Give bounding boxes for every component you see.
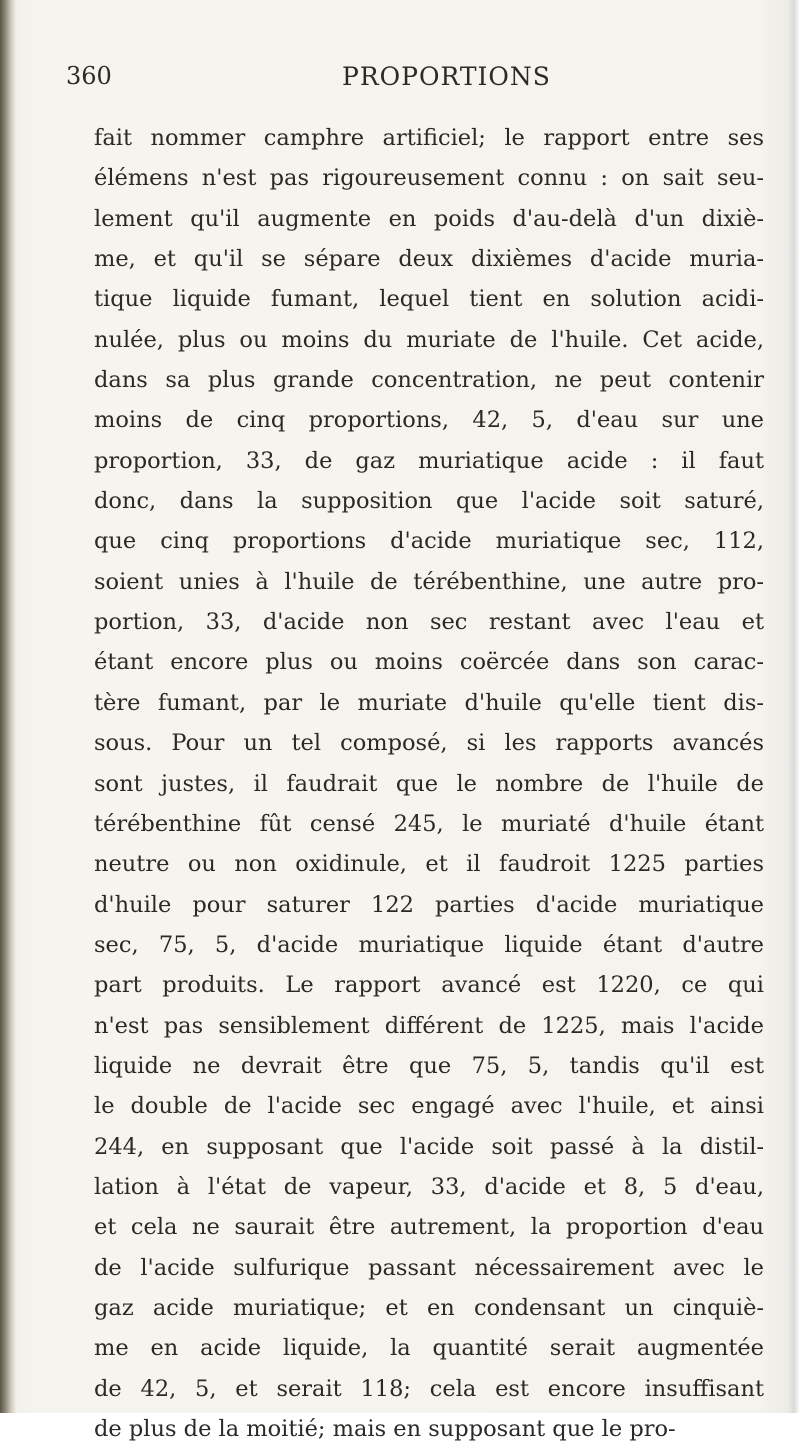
text-line: soient unies à l'huile de térébenthine, une autre pro-: [94, 568, 764, 595]
text-line: gaz acide muriatique; et en condensant un cinquiè-: [94, 1294, 764, 1321]
text-line: fait nommer camphre artificiel; le rapport entre ses: [94, 125, 764, 151]
text-line: neutre ou non oxidinule, et il faudroit 1225 parties: [94, 851, 764, 878]
text-line: sont justes, il faudrait que le nombre de l'huile de: [94, 770, 764, 797]
text-line: tique liquide fumant, lequel tient en solution acidi-: [94, 286, 764, 313]
text-line: liquide ne devrait être que 75, 5, tandis qu'il est: [94, 1052, 764, 1079]
text-line: de l'acide sulfurique passant nécessairement avec le: [94, 1254, 764, 1281]
text-line: portion, 33, d'acide non sec restant avec l'eau et: [94, 609, 764, 636]
text-line: donc, dans la supposition que l'acide soit saturé,: [94, 488, 764, 515]
text-line: élémens n'est pas rigoureusement connu : on sait seu-: [94, 165, 764, 192]
text-line: sec, 75, 5, d'acide muriatique liquide étant d'autre: [94, 931, 764, 958]
text-line: et cela ne saurait être autrement, la proportion d'eau: [94, 1214, 764, 1241]
text-line: étant encore plus ou moins coërcée dans son carac-: [94, 649, 764, 676]
text-line: sous. Pour un tel composé, si les rapports avancés: [94, 730, 764, 757]
text-line: de plus de la moitié; mais en supposant que le pro-: [94, 1416, 676, 1442]
text-line: me en acide liquide, la quantité serait augmentée: [94, 1335, 764, 1362]
text-line: tère fumant, par le muriate d'huile qu'elle tient dis-: [94, 689, 764, 716]
text-line: térébenthine fût censé 245, le muriaté d'huile étant: [94, 810, 764, 837]
text-line: nulée, plus ou moins du muriate de l'huile. Cet acide,: [94, 326, 764, 353]
page-edge: [788, 0, 800, 1413]
text-line: de 42, 5, et serait 118; cela est encore insuffisant: [94, 1375, 764, 1402]
text-line: moins de cinq proportions, 42, 5, d'eau sur une: [94, 407, 764, 434]
text-line: part produits. Le rapport avancé est 1220, ce qui: [94, 972, 764, 999]
body-text: [94, 118, 764, 1449]
page-number: 360: [66, 62, 112, 90]
text-line: lation à l'état de vapeur, 33, d'acide et 8, 5 d'eau,: [94, 1173, 764, 1200]
book-spine-shadow: [0, 0, 16, 1413]
text-line: proportion, 33, de gaz muriatique acide : il faut: [94, 447, 764, 474]
text-line: d'huile pour saturer 122 parties d'acide muriatique: [94, 891, 764, 918]
text-line: dans sa plus grande concentration, ne peut contenir: [94, 367, 764, 394]
text-line: lement qu'il augmente en poids d'au-delà d'un dixiè-: [94, 205, 764, 232]
page-header: [0, 62, 800, 102]
text-line: le double de l'acide sec engagé avec l'huile, et ainsi: [94, 1093, 764, 1120]
running-title: PROPORTIONS: [342, 62, 551, 91]
text-line: me, et qu'il se sépare deux dixièmes d'acide muria-: [94, 246, 764, 273]
text-line: que cinq proportions d'acide muriatique sec, 112,: [94, 528, 764, 555]
text-line: 244, en supposant que l'acide soit passé à la distil-: [94, 1133, 764, 1160]
text-line: n'est pas sensiblement différent de 1225, mais l'acide: [94, 1012, 764, 1039]
